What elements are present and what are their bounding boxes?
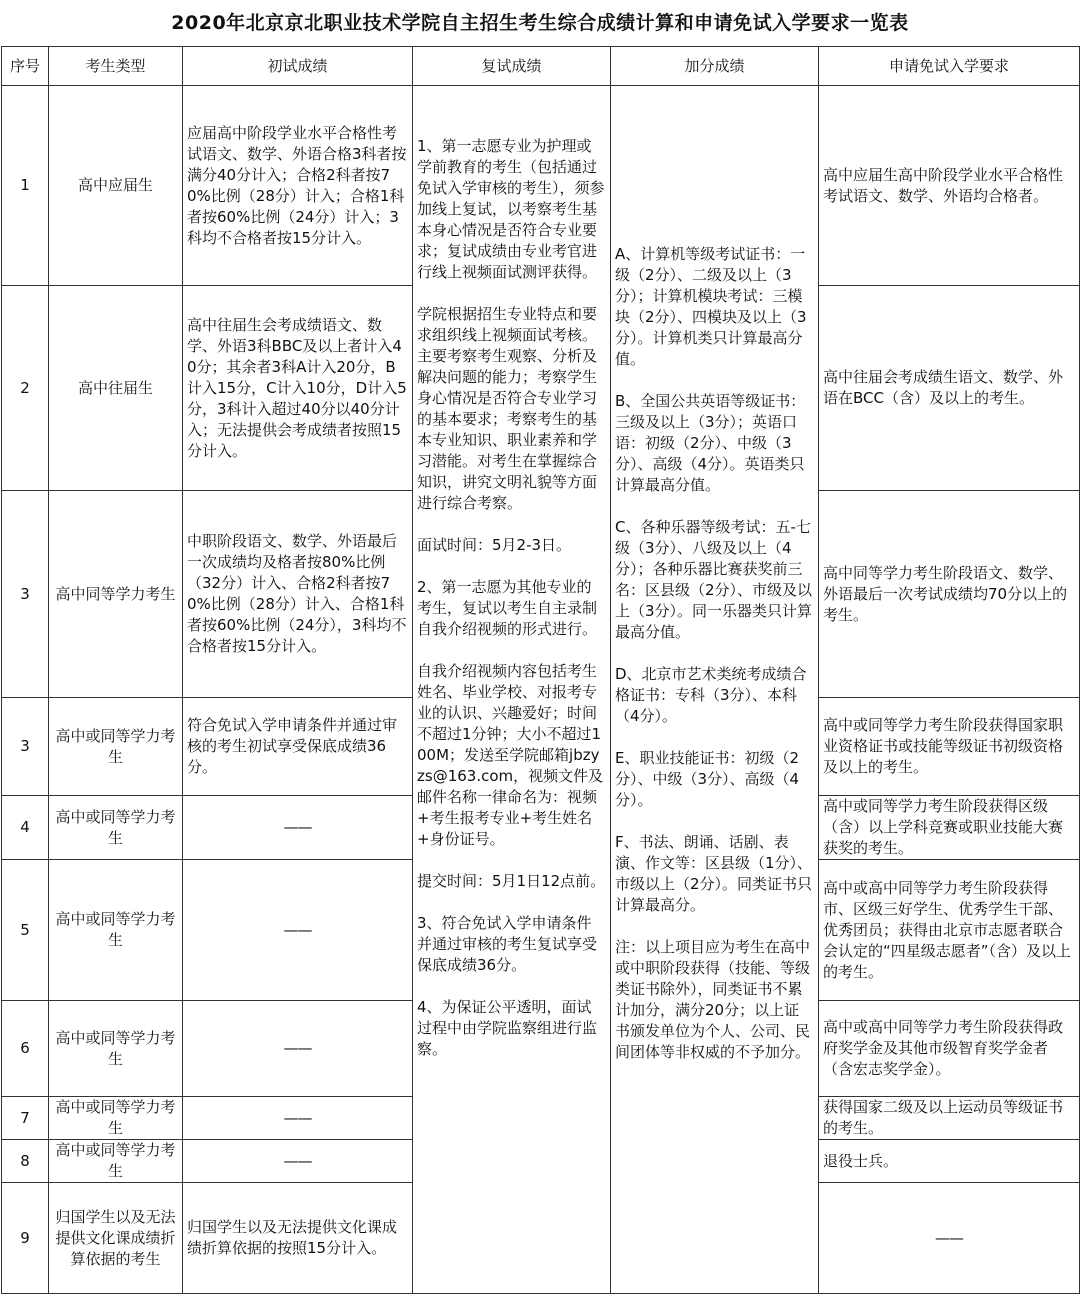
row-number: 3	[2, 698, 49, 796]
exemption-requirement: 高中或同等学力考生阶段获得区级（含）以上学科竞赛或职业技能大赛获奖的考生。	[819, 796, 1080, 860]
initial-score: ——	[183, 860, 413, 1001]
bonus-item-c: C、各种乐器等级考试：五-七级（3分）、八级及以上（4分）；各种乐器比赛获奖前三名：区县级（2分）、市级及以上（3分）。同一乐器类只计算最高分值。	[615, 518, 813, 641]
exemption-requirement: 高中或同等学力考生阶段获得国家职业资格证书或技能等级证书初级资格及以上的考生。	[819, 698, 1080, 796]
bonus-note: 注：以上项目应为考生在高中或中职阶段获得（技能、等级类证书除外），同类证书不累计加分，满分20分；以上证书颁发单位为个人、公司、民间团体等非权威的不予加分。	[615, 938, 811, 1061]
initial-score: ——	[183, 1140, 413, 1183]
row-number: 1	[2, 86, 49, 286]
student-type: 高中或同等学力考生	[49, 698, 183, 796]
initial-score: 归国学生以及无法提供文化课成绩折算依据的按照15分计入。	[183, 1183, 413, 1294]
exemption-requirement: 获得国家二级及以上运动员等级证书的考生。	[819, 1097, 1080, 1140]
bonus-item-a: A、计算机等级考试证书：一级（2分）、二级及以上（3分）；计算机模块考试：三模块（2分）、四模块及以上（3分）。计算机类只计算最高分值。	[615, 245, 807, 368]
header-initial: 初试成绩	[183, 47, 413, 86]
admission-table	[1, 46, 1080, 1294]
student-type: 高中或同等学力考生	[49, 1097, 183, 1140]
exemption-requirement: 高中往届会考成绩生语文、数学、外语在BCC（含）及以上的考生。	[819, 286, 1080, 491]
header-requirement: 申请免试入学要求	[819, 47, 1080, 86]
table-row	[2, 86, 1080, 286]
initial-score: ——	[183, 1001, 413, 1097]
header-type: 考生类型	[49, 47, 183, 86]
retest-item-4: 2、第一志愿为其他专业的考生，复试以考生自主录制自我介绍视频的形式进行。	[417, 578, 598, 638]
row-number: 9	[2, 1183, 49, 1294]
row-number: 8	[2, 1140, 49, 1183]
row-number: 4	[2, 796, 49, 860]
bonus-score	[611, 86, 819, 1294]
retest-item-2: 学院根据招生专业特点和要求组织线上视频面试考核。主要考察考生观察、分析及解决问题的能力；考察学生身心情况是否符合专业学习的基本要求；考察考生的基本专业知识、职业素养和学习潜能。对考生在掌握综合知识，讲究文明礼貌等方面进行综合考察。	[417, 305, 598, 512]
student-type: 高中或同等学力考生	[49, 1001, 183, 1097]
row-number: 5	[2, 860, 49, 1001]
retest-item-5: 自我介绍视频内容包括考生姓名、毕业学校、对报考专业的认识、兴趣爱好；时间不超过1分钟；大小不超过100M；发送至学院邮箱jbzyzs@163.com，视频文件及邮件名称一律命名为：视频+考生报考专业+考生姓名+身份证号。	[417, 662, 604, 848]
initial-score: 中职阶段语文、数学、外语最后一次成绩均及格者按80%比例（32分）计入、合格2科者按70%比例（28分）计入、合格1科者按60%比例（24分），3科均不合格者按15分计入。	[183, 491, 413, 698]
row-number: 2	[2, 286, 49, 491]
student-type: 高中或同等学力考生	[49, 1140, 183, 1183]
exemption-requirement: 高中应届生高中阶段学业水平合格性考试语文、数学、外语均合格者。	[819, 86, 1080, 286]
initial-score: ——	[183, 1097, 413, 1140]
bonus-item-f: F、书法、朗诵、话剧、表演、作文等：区县级（1分）、市级以上（2分）。同类证书只计算最高分。	[615, 833, 813, 914]
header-no: 序号	[2, 47, 49, 86]
student-type: 高中或同等学力考生	[49, 860, 183, 1001]
student-type: 归国学生以及无法提供文化课成绩折算依据的考生	[49, 1183, 183, 1294]
row-number: 7	[2, 1097, 49, 1140]
exemption-requirement: 退役士兵。	[819, 1140, 1080, 1183]
retest-score	[413, 86, 611, 1294]
retest-item-1: 1、第一志愿专业为护理或学前教育的考生（包括通过免试入学审核的考生），须参加线上复试，以考察考生基本身心情况是否符合专业要求；复试成绩由专业考官进行线上视频面试测评获得。	[417, 137, 605, 281]
initial-score: 高中往届生会考成绩语文、数学、外语3科BBC及以上者计入40分；其余者3科A计入20分，B计入15分，C计入10分，D计入5分，3科计入超过40分以40分计入；无法提供会考成绩者按照15分计入。	[183, 286, 413, 491]
bonus-item-b: B、全国公共英语等级证书：三级及以上（3分）；英语口语：初级（2分）、中级（3分）、高级（4分）。英语类只计算最高分值。	[615, 392, 806, 494]
initial-score: 应届高中阶段学业水平合格性考试语文、数学、外语合格3科者按满分40分计入；合格2科者按70%比例（28分）计入；合格1科者按60%比例（24分）计入；3科均不合格者按15分计入。	[183, 86, 413, 286]
student-type: 高中应届生	[49, 86, 183, 286]
student-type: 高中同等学力考生	[49, 491, 183, 698]
exemption-requirement: 高中同等学力考生阶段语文、数学、外语最后一次考试成绩均70分以上的考生。	[819, 491, 1080, 698]
student-type: 高中或同等学力考生	[49, 796, 183, 860]
student-type: 高中往届生	[49, 286, 183, 491]
page-title: 2020年北京京北职业技术学院自主招生考生综合成绩计算和申请免试入学要求一览表	[171, 12, 909, 34]
bonus-item-e: E、职业技能证书：初级（2分）、中级（3分）、高级（4分）。	[615, 749, 800, 809]
bonus-item-d: D、北京市艺术类统考成绩合格证书：专科（3分）、本科（4分）。	[615, 665, 807, 725]
row-number: 3	[2, 491, 49, 698]
retest-item-7: 3、符合免试入学申请条件并通过审核的考生复试享受保底成绩36分。	[417, 914, 598, 974]
retest-item-8: 4、为保证公平透明，面试过程中由学院监察组进行监察。	[417, 998, 598, 1058]
header-row	[2, 47, 1080, 86]
header-retest: 复试成绩	[413, 47, 611, 86]
row-number: 6	[2, 1001, 49, 1097]
initial-score: 符合免试入学申请条件并通过审核的考生初试享受保底成绩36分。	[183, 698, 413, 796]
initial-score: ——	[183, 796, 413, 860]
retest-item-3: 面试时间：5月2-3日。	[417, 536, 572, 554]
header-bonus: 加分成绩	[611, 47, 819, 86]
exemption-requirement: 高中或高中同等学力考生阶段获得市、区级三好学生、优秀学生干部、优秀团员；获得由北京市志愿者联合会认定的“四星级志愿者”（含）及以上的考生。	[819, 860, 1080, 1001]
exemption-requirement: 高中或高中同等学力考生阶段获得政府奖学金及其他市级智育奖学金者（含宏志奖学金）。	[819, 1001, 1080, 1097]
exemption-requirement: ——	[819, 1183, 1080, 1294]
retest-item-6: 提交时间：5月1日12点前。	[417, 872, 606, 890]
